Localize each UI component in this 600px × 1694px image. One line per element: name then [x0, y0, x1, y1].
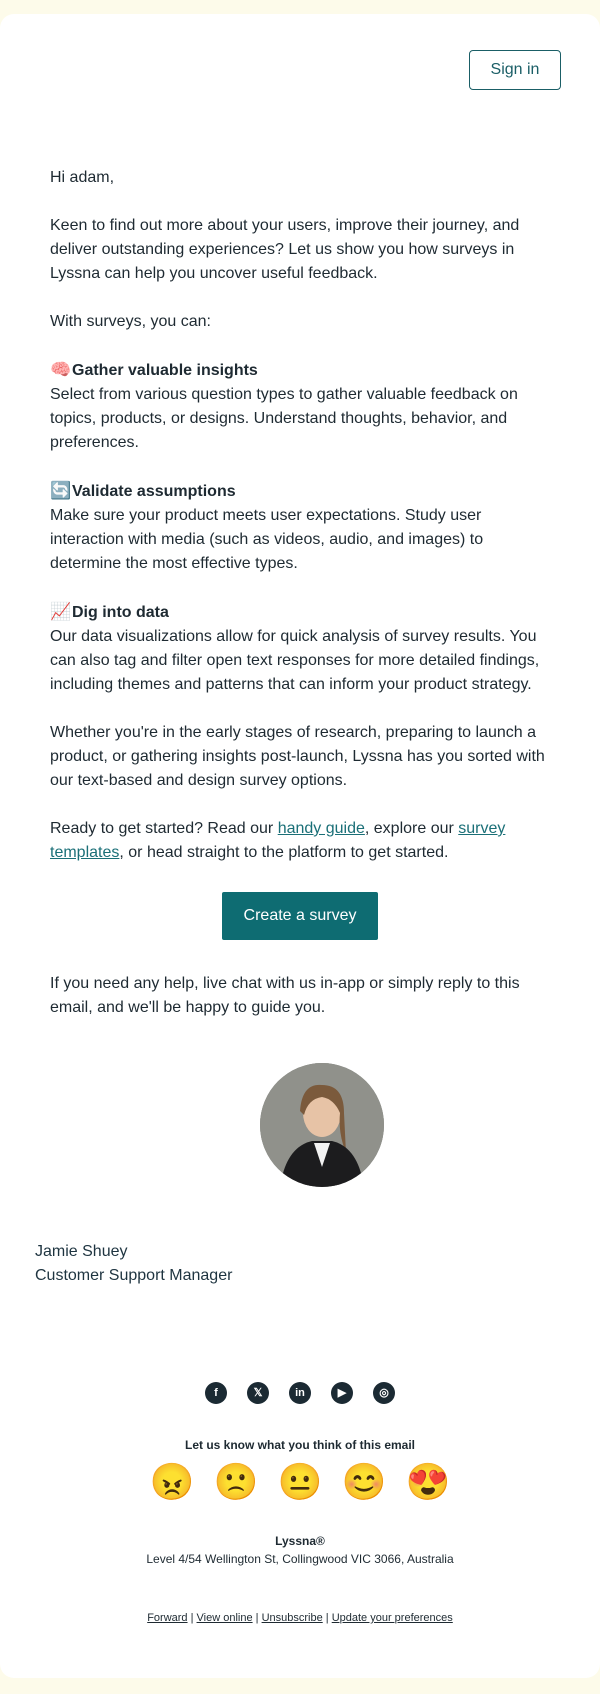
signature-name: Jamie Shuey [35, 1243, 128, 1260]
facebook-icon[interactable]: f [205, 1382, 227, 1404]
unsubscribe-link[interactable]: Unsubscribe [261, 1612, 323, 1624]
feedback-question: Let us know what you think of this email [184, 1438, 416, 1452]
feature-text: Our data visualizations allow for quick analysis of survey results. You can also tag and filter open text responses for more detailed findings, including themes and patterns that can inform your product strategy. [50, 628, 540, 693]
frowning-face-icon[interactable]: 🙁 [213, 1461, 259, 1502]
linkedin-icon[interactable]: in [289, 1382, 311, 1404]
feature-title: Validate assumptions [72, 483, 236, 500]
help-paragraph: If you need any help, live chat with us in-app or simply reply to this email, and we'll be happy to guide you. [50, 975, 520, 1016]
feature-title: Gather valuable insights [72, 362, 258, 379]
company-info [0, 1532, 600, 1568]
x-icon[interactable]: 𝕏 [247, 1382, 269, 1404]
chart-icon: 📈 [50, 602, 72, 621]
feature-validate [50, 479, 550, 576]
footer-links: Forward | View online | Unsubscribe | Update your preferences [147, 1612, 453, 1624]
greeting: Hi adam, [50, 169, 115, 186]
ready-paragraph: Ready to get started? Read our handy guide, explore our survey templates, or head straight to the platform to get started. [50, 820, 506, 861]
angry-face-icon[interactable]: 😠 [149, 1461, 195, 1502]
email-card [0, 14, 600, 1678]
neutral-face-icon[interactable]: 😐 [277, 1461, 323, 1502]
intro-paragraph: Keen to find out more about your users, improve their journey, and deliver outstanding experiences? Let us show you how surveys in Lyssna can help you uncover useful feedback. [50, 217, 520, 282]
forward-link[interactable]: Forward [147, 1612, 188, 1624]
refresh-icon: 🔄 [50, 481, 72, 500]
feature-text: Make sure your product meets user expectations. Study user interaction with media (such as videos, audio, and images) to determine the most effective types. [50, 507, 484, 572]
handy-guide-link[interactable]: handy guide [277, 820, 365, 837]
sign-in-button[interactable]: Sign in [469, 50, 561, 90]
view-online-link[interactable]: View online [196, 1612, 253, 1624]
feature-data [50, 600, 550, 697]
social-links [0, 1382, 600, 1406]
avatar [260, 1063, 384, 1187]
feature-text: Select from various question types to gather valuable feedback on topics, products, or designs. Understand thoughts, behavior, and preferences. [50, 386, 518, 451]
feature-title: Dig into data [72, 604, 169, 621]
lead-paragraph: With surveys, you can: [50, 313, 211, 330]
company-address: Level 4/54 Wellington St, Collingwood VIC 3066, Australia [146, 1552, 454, 1566]
signature-role: Customer Support Manager [35, 1267, 233, 1284]
smiling-face-icon[interactable]: 😊 [341, 1461, 387, 1502]
preferences-link[interactable]: Update your preferences [331, 1612, 453, 1624]
email-body [50, 166, 550, 865]
feature-insights [50, 358, 550, 455]
heart-eyes-face-icon[interactable]: 😍 [405, 1461, 451, 1502]
survey-templates-link[interactable]: survey templates [50, 820, 506, 861]
signature [35, 1240, 232, 1288]
create-survey-button[interactable]: Create a survey [222, 892, 378, 940]
brain-icon: 🧠 [50, 360, 72, 379]
feedback-rating [0, 1460, 600, 1504]
company-name: Lyssna® [275, 1534, 325, 1548]
youtube-icon[interactable]: ▶ [331, 1382, 353, 1404]
closing-paragraph: Whether you're in the early stages of research, preparing to launch a product, or gathering insights post-launch, Lyssna has you sorted with our text-based and design survey options. [50, 724, 545, 789]
instagram-icon[interactable]: ◎ [373, 1382, 395, 1404]
